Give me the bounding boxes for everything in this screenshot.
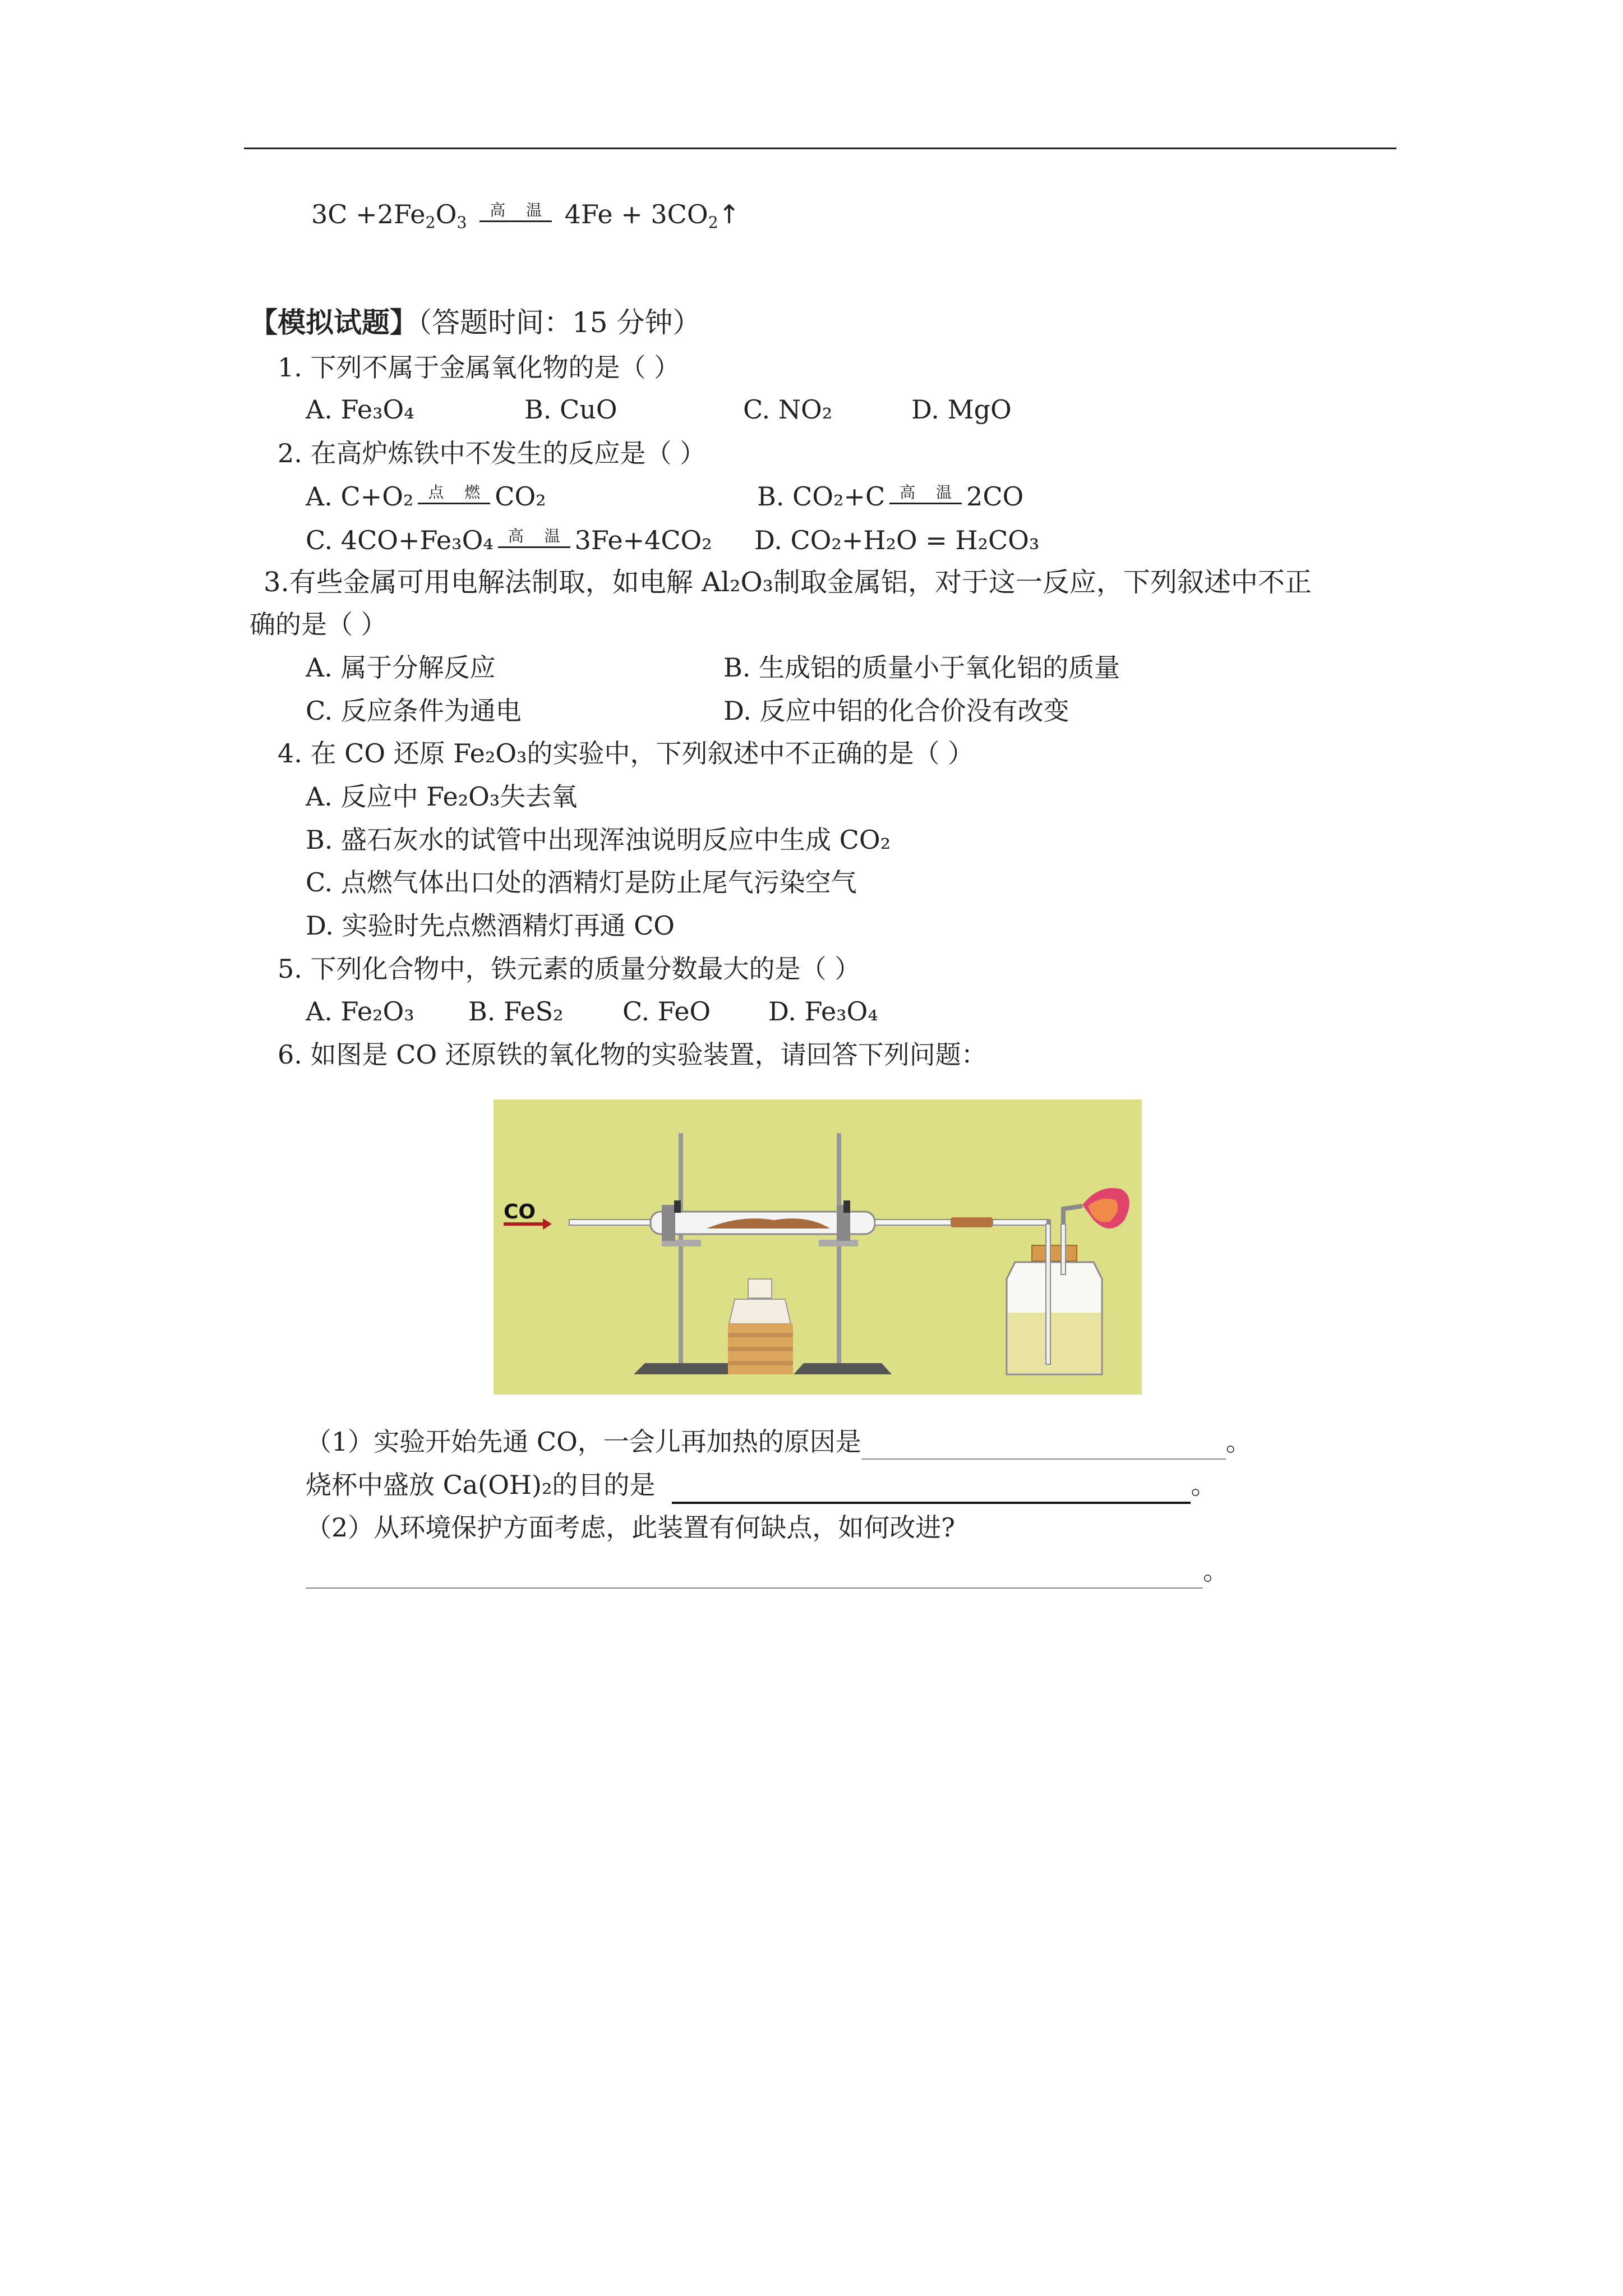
q6-part1b: 烧杯中盛放 Ca(OH)₂的目的是 。 xyxy=(306,1468,1216,1504)
header-rule xyxy=(244,148,1396,149)
q1-option-a: A. Fe₃O₄ xyxy=(306,394,414,425)
svg-text:CO: CO xyxy=(504,1200,536,1223)
equation-left-a: 3C +2Fe xyxy=(311,199,426,229)
q6-part1-answer-blank[interactable] xyxy=(861,1425,1226,1460)
q5-option-b: B. FeS₂ xyxy=(468,996,564,1027)
q3-stem-line1: 3.有些金属可用电解法制取，如电解 Al₂O₃制取金属铝，对于这一反应，下列叙述中不正 xyxy=(264,567,1312,598)
q2-stem: 2. 在高炉炼铁中不发生的反应是（ ） xyxy=(278,438,706,468)
q2-c-condition: 高 温 xyxy=(498,536,570,556)
q2-option-a: A. C+O₂ 点 燃 CO₂ xyxy=(306,481,546,512)
inlet-tube xyxy=(569,1220,659,1225)
q4-option-c: C. 点燃气体出口处的酒精灯是防止尾气污染空气 xyxy=(306,867,857,898)
section-heading xyxy=(250,306,701,339)
q6-stem: 6. 如图是 CO 还原铁的氧化物的实验装置，请回答下列问题： xyxy=(278,1039,987,1070)
co-reduction-apparatus-figure xyxy=(494,1099,1142,1395)
section-title: 【模拟试题】 xyxy=(250,306,418,339)
q3-option-b: B. 生成铝的质量小于氧化铝的质量 xyxy=(723,652,1121,683)
equation-condition: 高 温 xyxy=(479,210,552,230)
q3-option-a: A. 属于分解反应 xyxy=(306,652,496,683)
q2-option-b: B. CO₂+C 高 温 2CO xyxy=(757,481,1024,512)
gas-arrow-icon: ↑ xyxy=(718,199,740,229)
q4-option-b: B. 盛石灰水的试管中出现浑浊说明反应中生成 CO₂ xyxy=(306,825,891,855)
q1-option-c: C. NO₂ xyxy=(743,394,833,425)
equation-sub-c: 2 xyxy=(708,213,718,232)
equation-left-b: O xyxy=(435,199,457,229)
q3-options-row2 xyxy=(306,694,1259,728)
q4-stem: 4. 在 CO 还原 Fe₂O₃的实验中，下列叙述中不正确的是（ ） xyxy=(278,738,974,769)
top-equation xyxy=(311,197,740,231)
equation-sub-a: 2 xyxy=(425,213,436,232)
q2-option-c: C. 4CO+Fe₃O₄ 高 温 3Fe+4CO₂ xyxy=(306,525,712,555)
q6-part2-answer-blank[interactable] xyxy=(306,1554,1203,1589)
q1-stem: 1. 下列不属于金属氧化物的是（ ） xyxy=(278,352,680,383)
q3-stem-line2: 确的是（ ） xyxy=(250,609,387,639)
q6-part1: （1）实验开始先通 CO，一会儿再加热的原因是 。 xyxy=(306,1425,1252,1460)
q5-option-a: A. Fe₂O₃ xyxy=(306,996,414,1027)
q6-part1b-answer-blank[interactable] xyxy=(672,1468,1191,1504)
q1-option-d: D. MgO xyxy=(911,394,1012,425)
section-time-note: （答题时间：15 分钟） xyxy=(418,306,701,339)
q4-option-a: A. 反应中 Fe₂O₃失去氧 xyxy=(306,781,578,812)
q3-options-row1 xyxy=(306,651,1259,684)
q5-stem: 5. 下列化合物中，铁元素的质量分数最大的是（ ） xyxy=(278,954,861,984)
equation-sub-b: 3 xyxy=(457,213,467,232)
q3-option-c: C. 反应条件为通电 xyxy=(306,696,522,726)
q1-options xyxy=(306,393,1259,426)
q5-option-d: D. Fe₃O₄ xyxy=(768,996,878,1027)
rubber-connector xyxy=(951,1217,993,1227)
q3-option-d: D. 反应中铝的化合价没有改变 xyxy=(723,696,1069,726)
q1-option-b: B. CuO xyxy=(524,394,617,425)
q6-part2: （2）从环境保护方面考虑，此装置有何缺点，如何改进? xyxy=(306,1512,955,1543)
q6-part2-answer: 。 xyxy=(306,1554,1229,1589)
q5-options xyxy=(306,995,1035,1028)
q2-b-condition: 高 温 xyxy=(889,493,962,512)
q5-option-c: C. FeO xyxy=(623,996,711,1027)
q2-a-condition: 点 燃 xyxy=(418,493,490,512)
q2-options-row1 xyxy=(306,480,1259,513)
q2-option-d: D. CO₂+H₂O = H₂CO₃ xyxy=(754,525,1040,555)
equation-right: 4Fe + 3CO xyxy=(564,199,708,229)
q2-options-row2 xyxy=(306,523,1259,557)
q4-option-d: D. 实验时先点燃酒精灯再通 CO xyxy=(306,910,675,941)
